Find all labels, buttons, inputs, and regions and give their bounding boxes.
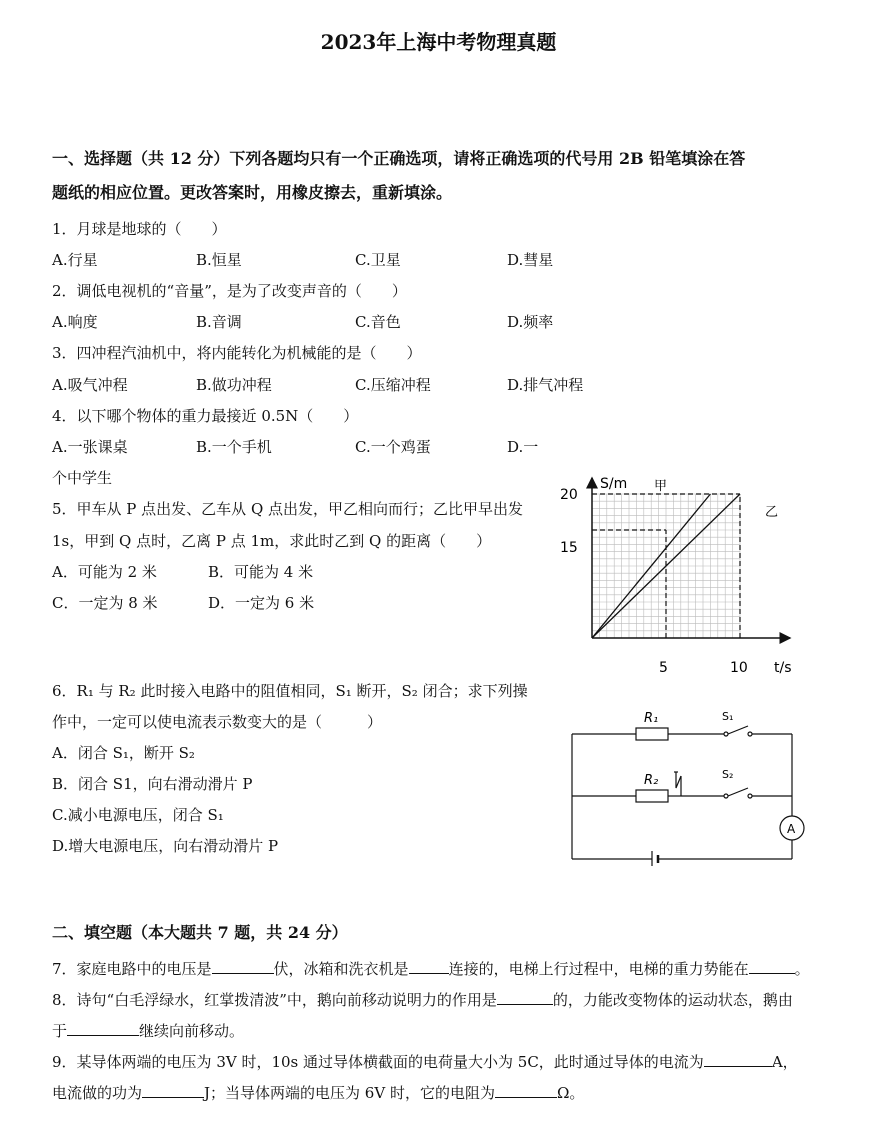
q5-option-b: B．可能为 4 米 [208,563,314,581]
q3-option-c: C.压缩冲程 [355,376,431,394]
q4-stem: 4．以下哪个物体的重力最接近 0.5N（ ） [52,407,359,425]
q5-option-c: C．一定为 8 米 [52,594,158,612]
q6-option-c: C.减小电源电压，闭合 S₁ [52,806,224,824]
q8-text-cont [52,1021,244,1041]
q8-text [52,990,793,1010]
q7-blank-2[interactable] [409,959,449,974]
q7-part-d: 。 [794,960,810,978]
q6-stem: 6．R₁ 与 R₂ 此时接入电路中的阻值相同，S₁ 断开，S₂ 闭合；求下列操 [52,682,528,700]
r1-label: R₁ [644,711,659,726]
r2-label: R₂ [644,773,659,788]
q9-text [52,1052,798,1072]
q6-option-b: B．闭合 S1，向右滑动滑片 P [52,775,253,793]
q2-stem: 2．调低电视机的“音量”，是为了改变声音的（ ） [52,282,407,300]
q5-option-d: D．一定为 6 米 [208,594,315,612]
st-graph [550,472,810,682]
q1-option-d: D.彗星 [507,251,554,269]
q8-part-c: 于 [52,1022,68,1040]
page-title: 2023年上海中考物理真题 [320,30,557,54]
q3-option-b: B.做功冲程 [196,376,272,394]
section1-heading-cont: 题纸的相应位置。更改答案时，用橡皮擦去，重新填涂。 [52,183,453,202]
q9-blank-3[interactable] [495,1083,557,1098]
q9-part-c: 电流做的功为 [52,1084,143,1102]
q8-part-d: 继续向前移动。 [139,1022,245,1040]
x-tick-10: 10 [730,660,748,676]
switch-s1 [728,726,748,734]
q2-option-b: B.音调 [196,313,242,331]
switch-s2 [728,788,748,796]
q8-part-b: 的，力能改变物体的运动状态，鹅由 [552,991,793,1009]
q9-part-b: A， [771,1053,798,1071]
q7-blank-1[interactable] [212,959,274,974]
q9-text-cont [52,1083,584,1103]
q4-option-d-wrap: 个中学生 [52,469,113,487]
q6-stem-cont: 作中，一定可以使电流表示数变大的是（ ） [52,713,383,731]
q9-blank-1[interactable] [704,1052,772,1067]
q2-option-d: D.频率 [507,313,554,331]
q4-option-a: A.一张课桌 [52,438,128,456]
s2-label: S₂ [722,768,734,781]
s1-label: S₁ [722,710,734,723]
q1-option-b: B.恒星 [196,251,242,269]
q3-stem: 3．四冲程汽油机中，将内能转化为机械能的是（ ） [52,344,422,362]
q9-part-a: 9．某导体两端的电压为 3V 时，10s 通过导体横截面的电荷量大小为 5C，此时通过导体的电流为 [52,1053,704,1071]
q5-stem-cont: 1s，甲到 Q 点时，乙离 P 点 1m，求此时乙到 Q 的距离（ ） [52,532,492,550]
q2-option-a: A.响度 [52,313,98,331]
q7-blank-3[interactable] [749,959,795,974]
q4-option-b: B.一个手机 [196,438,272,456]
q1-stem: 1．月球是地球的（ ） [52,220,227,238]
q8-blank-1[interactable] [497,990,553,1005]
section2-heading: 二、填空题（本大题共 7 题，共 24 分） [52,923,348,942]
y-tick-15: 15 [560,540,578,556]
x-axis-label: t/s [774,660,792,676]
x-tick-5: 5 [659,660,668,676]
q6-option-a: A．闭合 S₁，断开 S₂ [52,744,195,762]
q5-stem: 5．甲车从 P 点出发、乙车从 Q 点出发，甲乙相向而行；乙比甲早出发 [52,500,524,518]
q1-option-a: A.行星 [52,251,98,269]
ammeter-label: A [787,822,796,836]
y-tick-20: 20 [560,487,578,503]
q8-part-a: 8．诗句“白毛浮绿水，红掌拨清波”中，鹅向前移动说明力的作用是 [52,991,497,1009]
q3-option-d: D.排气冲程 [507,376,584,394]
series-label-yi: 乙 [765,505,779,520]
q9-part-e: Ω。 [556,1084,585,1102]
q2-option-c: C.音色 [355,313,401,331]
q4-option-d: D.一 [507,438,539,456]
q4-option-c: C.一个鸡蛋 [355,438,431,456]
q9-part-d: J；当导体两端的电压为 6V 时，它的电阻为 [204,1084,495,1102]
series-label-jia: 甲 [654,479,668,494]
circuit-diagram [566,706,816,866]
q7-text [52,959,810,979]
q6-option-d: D.增大电源电压，向右滑动滑片 P [52,837,279,855]
resistor-r2 [636,790,668,802]
y-axis-label: S/m [600,476,628,492]
section1-heading: 一、选择题（共 12 分）下列各题均只有一个正确选项，请将正确选项的代号用 2B 铅笔填涂在答 [52,149,746,168]
q1-option-c: C.卫星 [355,251,401,269]
q8-blank-2[interactable] [67,1021,139,1036]
q7-part-c: 连接的，电梯上行过程中，电梯的重力势能在 [448,960,749,978]
q5-option-a: A．可能为 2 米 [52,563,157,581]
resistor-r1 [636,728,668,740]
q7-part-a: 7．家庭电路中的电压是 [52,960,212,978]
q3-option-a: A.吸气冲程 [52,376,128,394]
q9-blank-2[interactable] [142,1083,204,1098]
q7-part-b: 伏，冰箱和洗衣机是 [273,960,409,978]
